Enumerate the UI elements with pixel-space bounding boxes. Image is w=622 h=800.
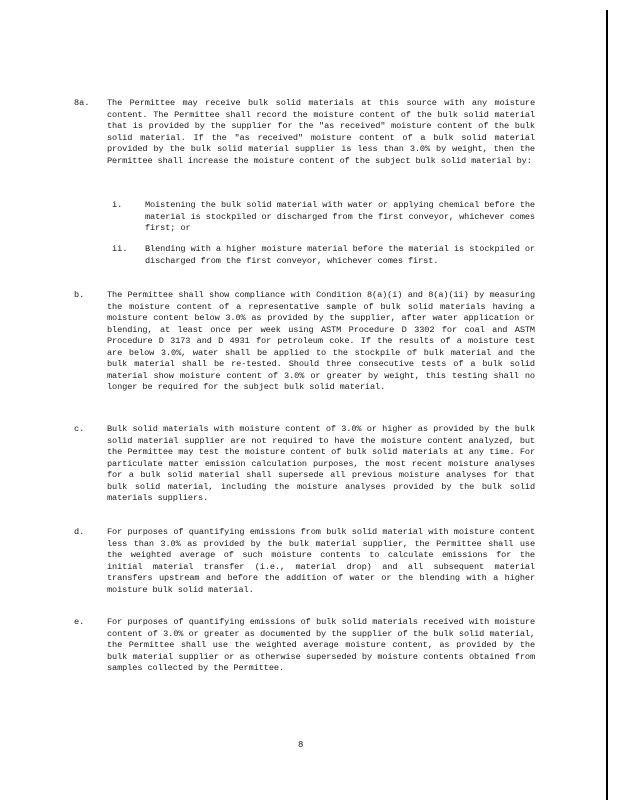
paragraph-b-label: b. (74, 290, 85, 300)
paragraph-d-text: For purposes of quantifying emissions from bulk solid material with moisture content less than 3.0% as provided by the bulk material supplier, the Permittee shall use the weighted average of such moisture contents to calculate emissions for the initial material transfer (i.e., material drop) and all subsequent material transfers upstream and before the addition of water or the blending with a higher moisture bulk solid material. (107, 527, 535, 595)
paragraph-c-text: Bulk solid materials with moisture content of 3.0% or higher as provided by the bulk solid material supplier are not required to have the moisture content analyzed, but the Permittee may test the moisture content of bulk solid materials at any time. For particulate matter emission calculation purposes, the most recent moisture analyses for a bulk solid material shall supersede all previous moisture analyses for that bulk solid material, including the moisture analyses provided by the bulk solid materials suppliers. (107, 424, 535, 503)
paragraph-c-label: c. (74, 424, 85, 434)
paragraph-e-label: e. (74, 617, 85, 627)
paragraph-e-text: For purposes of quantifying emissions of bulk solid materials received with moisture content of 3.0% or greater as documented by the supplier of the bulk solid material, the Permittee shall use the weighted average moisture content, as provided by the bulk material supplier or as otherwise superseded by moisture contents obtained from samples collected by the Permittee. (107, 617, 535, 673)
page-edge-line (606, 10, 608, 800)
item-i-label: i. (112, 200, 123, 210)
paragraph-b-text: The Permittee shall show compliance with Condition 8(a)(i) and 8(a)(ii) by measuring the moisture content of a representative sample of bulk solid materials having a moisture content below 3.0% as provided by the supplier, after water application or blending, at least once per week using ASTM Procedure D 3302 for coal and ASTM Procedure D 3173 and D 4931 for petroleum coke. If the results of a moisture test are below 3.0%, water shall be applied to the stockpile of bulk material and the bulk material shall be re-tested. Should three consecutive tests of a bulk solid material show moisture content of 3.0% or greater by weight, this testing shall no longer be required for the subject bulk solid material. (107, 290, 535, 392)
page-number: 8 (298, 740, 304, 750)
item-ii-label: ii. (112, 244, 128, 254)
item-ii-text: Blending with a higher moisture material before the material is stockpiled or discharged from the first conveyor, whichever comes first. (145, 244, 535, 266)
paragraph-a-text: The Permittee may receive bulk solid materials at this source with any moisture content. The Permittee shall record the moisture content of the bulk solid material that is provided by the supplier for the "as received" moisture content of the bulk solid material. If the "as received" moisture content of a bulk solid material provided by the bulk solid material supplier is less than 3.0% by weight, then the Permittee shall increase the moisture content of the subject bulk solid material by: (107, 98, 535, 166)
paragraph-d-label: d. (74, 527, 85, 537)
item-i-text: Moistening the bulk solid material with water or applying chemical before the material is stockpiled or discharged from the first conveyor, whichever comes first; or (145, 200, 535, 233)
paragraph-a-label: 8a. (74, 98, 90, 108)
